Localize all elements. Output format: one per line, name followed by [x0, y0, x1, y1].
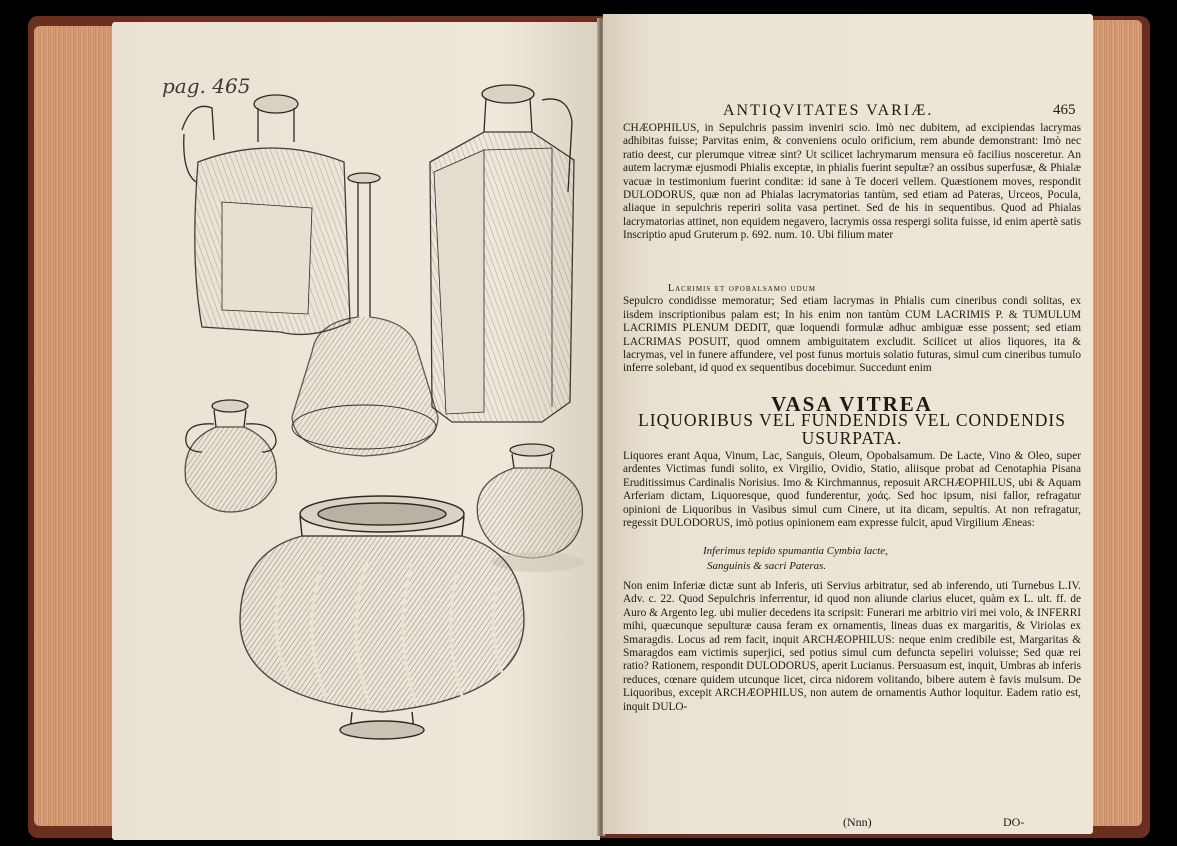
- paragraph-4: Non enim Inferiæ dictæ sunt ab Inferis, uti Servius arbitratur, sed ab inferendo, uti Turnebus L.IV. Adv. c. 22. Quod Sepulchris inferrentur, id quod non aliunde clarius elucet, quàm ex L. ult. ff. de Auro & Argento leg. ubi mulier decedens ita scripsit: Funerari me arbitrio viri mei volo, & INFERRI mihi, quæcunque sepulturæ causa feram ex ornamentis, lineas duas ex margaritis, & Viriolas ex Smaragdis. Locus ad rem facit, inquit ARCHÆOPHILUS: neque enim credibile est, Margaritas & Smaragdos eam victimis superjici, sed potius simul cum defuncta sepeliri voluisse; Sed quæ rei ratio? Rationem, respondit DULODORUS, aperit Lucianus. Persuasum est, inquit, Umbras ab inferis reduces, cœnare quidem utcunque licet, circa nidorem volitando, bibere autem è favis mulsum. De Liquoribus, excepit ARCHÆOPHILUS, non autem de ornamentis Author loquitur. Eadem ratio est, inquit DULO-: [623, 580, 1081, 713]
- square-bottle-left: [182, 95, 350, 334]
- verse-quote: [703, 544, 888, 574]
- small-amphora-left: [185, 400, 276, 512]
- tall-bottle-right: [430, 85, 574, 422]
- verse-line-2: Sanguinis & sacri Pateras.: [707, 560, 827, 572]
- catchword: DO-: [1003, 815, 1025, 829]
- large-ribbed-jar: [240, 496, 524, 739]
- left-page: [112, 22, 600, 840]
- verse-line-1: Inferimus tepido spumantia Cymbia lacte,: [703, 545, 888, 557]
- page-edges-right: [1090, 20, 1142, 826]
- running-head: ANTIQVITATES VARIÆ.: [723, 102, 934, 119]
- right-page: [603, 14, 1093, 834]
- section-subheading: LIQUORIBUS VEL FUNDENDIS VEL CONDENDIS USURPATA.: [638, 410, 1066, 448]
- page-number: 465: [1053, 102, 1076, 118]
- signature-mark: (Nnn): [843, 815, 872, 829]
- page-edges-left: [34, 26, 114, 826]
- inscription-line: Lacrimis et opobalsamo udum: [668, 283, 816, 294]
- paragraph-2: Sepulcro condidisse memoratur; Sed etiam lacrymas in Phialis cum cineribus condi solitas, ex iisdem inscriptionibus palam est; In his enim non tantùm CUM LACRIMIS P. & TUMULUM LACRIMIS PLENUM DEDIT, quæ loquendi formulæ adhuc ambiguæ esse possent; sed etiam LACRIMAS POSUIT, quod omnem ambiguitatem excludit. Scilicet ut alios liquores, ita & lacrymas, vel in funere affundere, vel post funus mortuis solatio futuras, simul cum cineribus tumulo inferre solebant, id quod ex sequentibus docebimur. Succedunt enim: [623, 295, 1081, 375]
- paragraph-3: Liquores erant Aqua, Vinum, Lac, Sanguis, Oleum, Opobalsamum. De Lacte, Vino & Oleo, super ardentes Victimas fundi solito, ex Virgilio, Ovidio, Statio, aliisque probat ad Cenotaphia Pisana Eruditissimus Cardinalis Norisius. Imo & Kirchmannus, reposuit ARCHÆOPHILUS, ubi & Aquam Arferiam dictam, Liquoresque, quod funderentur, χοάς. Sed hoc ipsum, nisi fallor, refragatur opinioni de Liquoribus in Vasibus simul cum Cinere, ut ita dicam, sepultis. At non refragatur, regessit DULODORUS, imò potius opinionem eam expresse fulcit, apud Virgilium Æneas:: [623, 450, 1081, 530]
- plate-page-note: pag. 465: [162, 74, 251, 98]
- paragraph-1: CHÆOPHILUS, in Sepulchris passim inveniri scio. Imò nec dubitem, ad excipiendas lacrymas adhibitas fuisse; Parvitas enim, & conveniens oculo orificium, rem abunde demonstrant: Imò nec ratio deest, cur plerumque vitreæ sint? Ut scilicet lachrymarum mensura eò facilius nosceretur. An autem lacrymæ ejusmodi Phialis exceptæ, in phialis fuerint sepultæ? an ossibus superfusæ, & Phialæ vacuæ in testimonium fuerint conditæ: id sane à Te doceri vellem. Quæstionem moves, respondit DULODORUS, quæ non ad Phialas lacrymatorias tantùm, sed etiam ad Pateras, Urceos, Pocula, aliaque in sepulchris reperiri solita vasa pertinet. Sed de his in sequentibus. Quod ad Phialas lacrymatorias attinet, non equidem negavero, lacrymis ossa respergi solita fuisse, id enim apertè satis Inscriptio apud Gruterum p. 692. num. 10. Ubi filium mater: [623, 122, 1081, 242]
- section-heading: VASA VITREA: [771, 392, 933, 416]
- paragraph-2-block: [623, 282, 1081, 376]
- glass-vessels-engraving: [112, 22, 600, 840]
